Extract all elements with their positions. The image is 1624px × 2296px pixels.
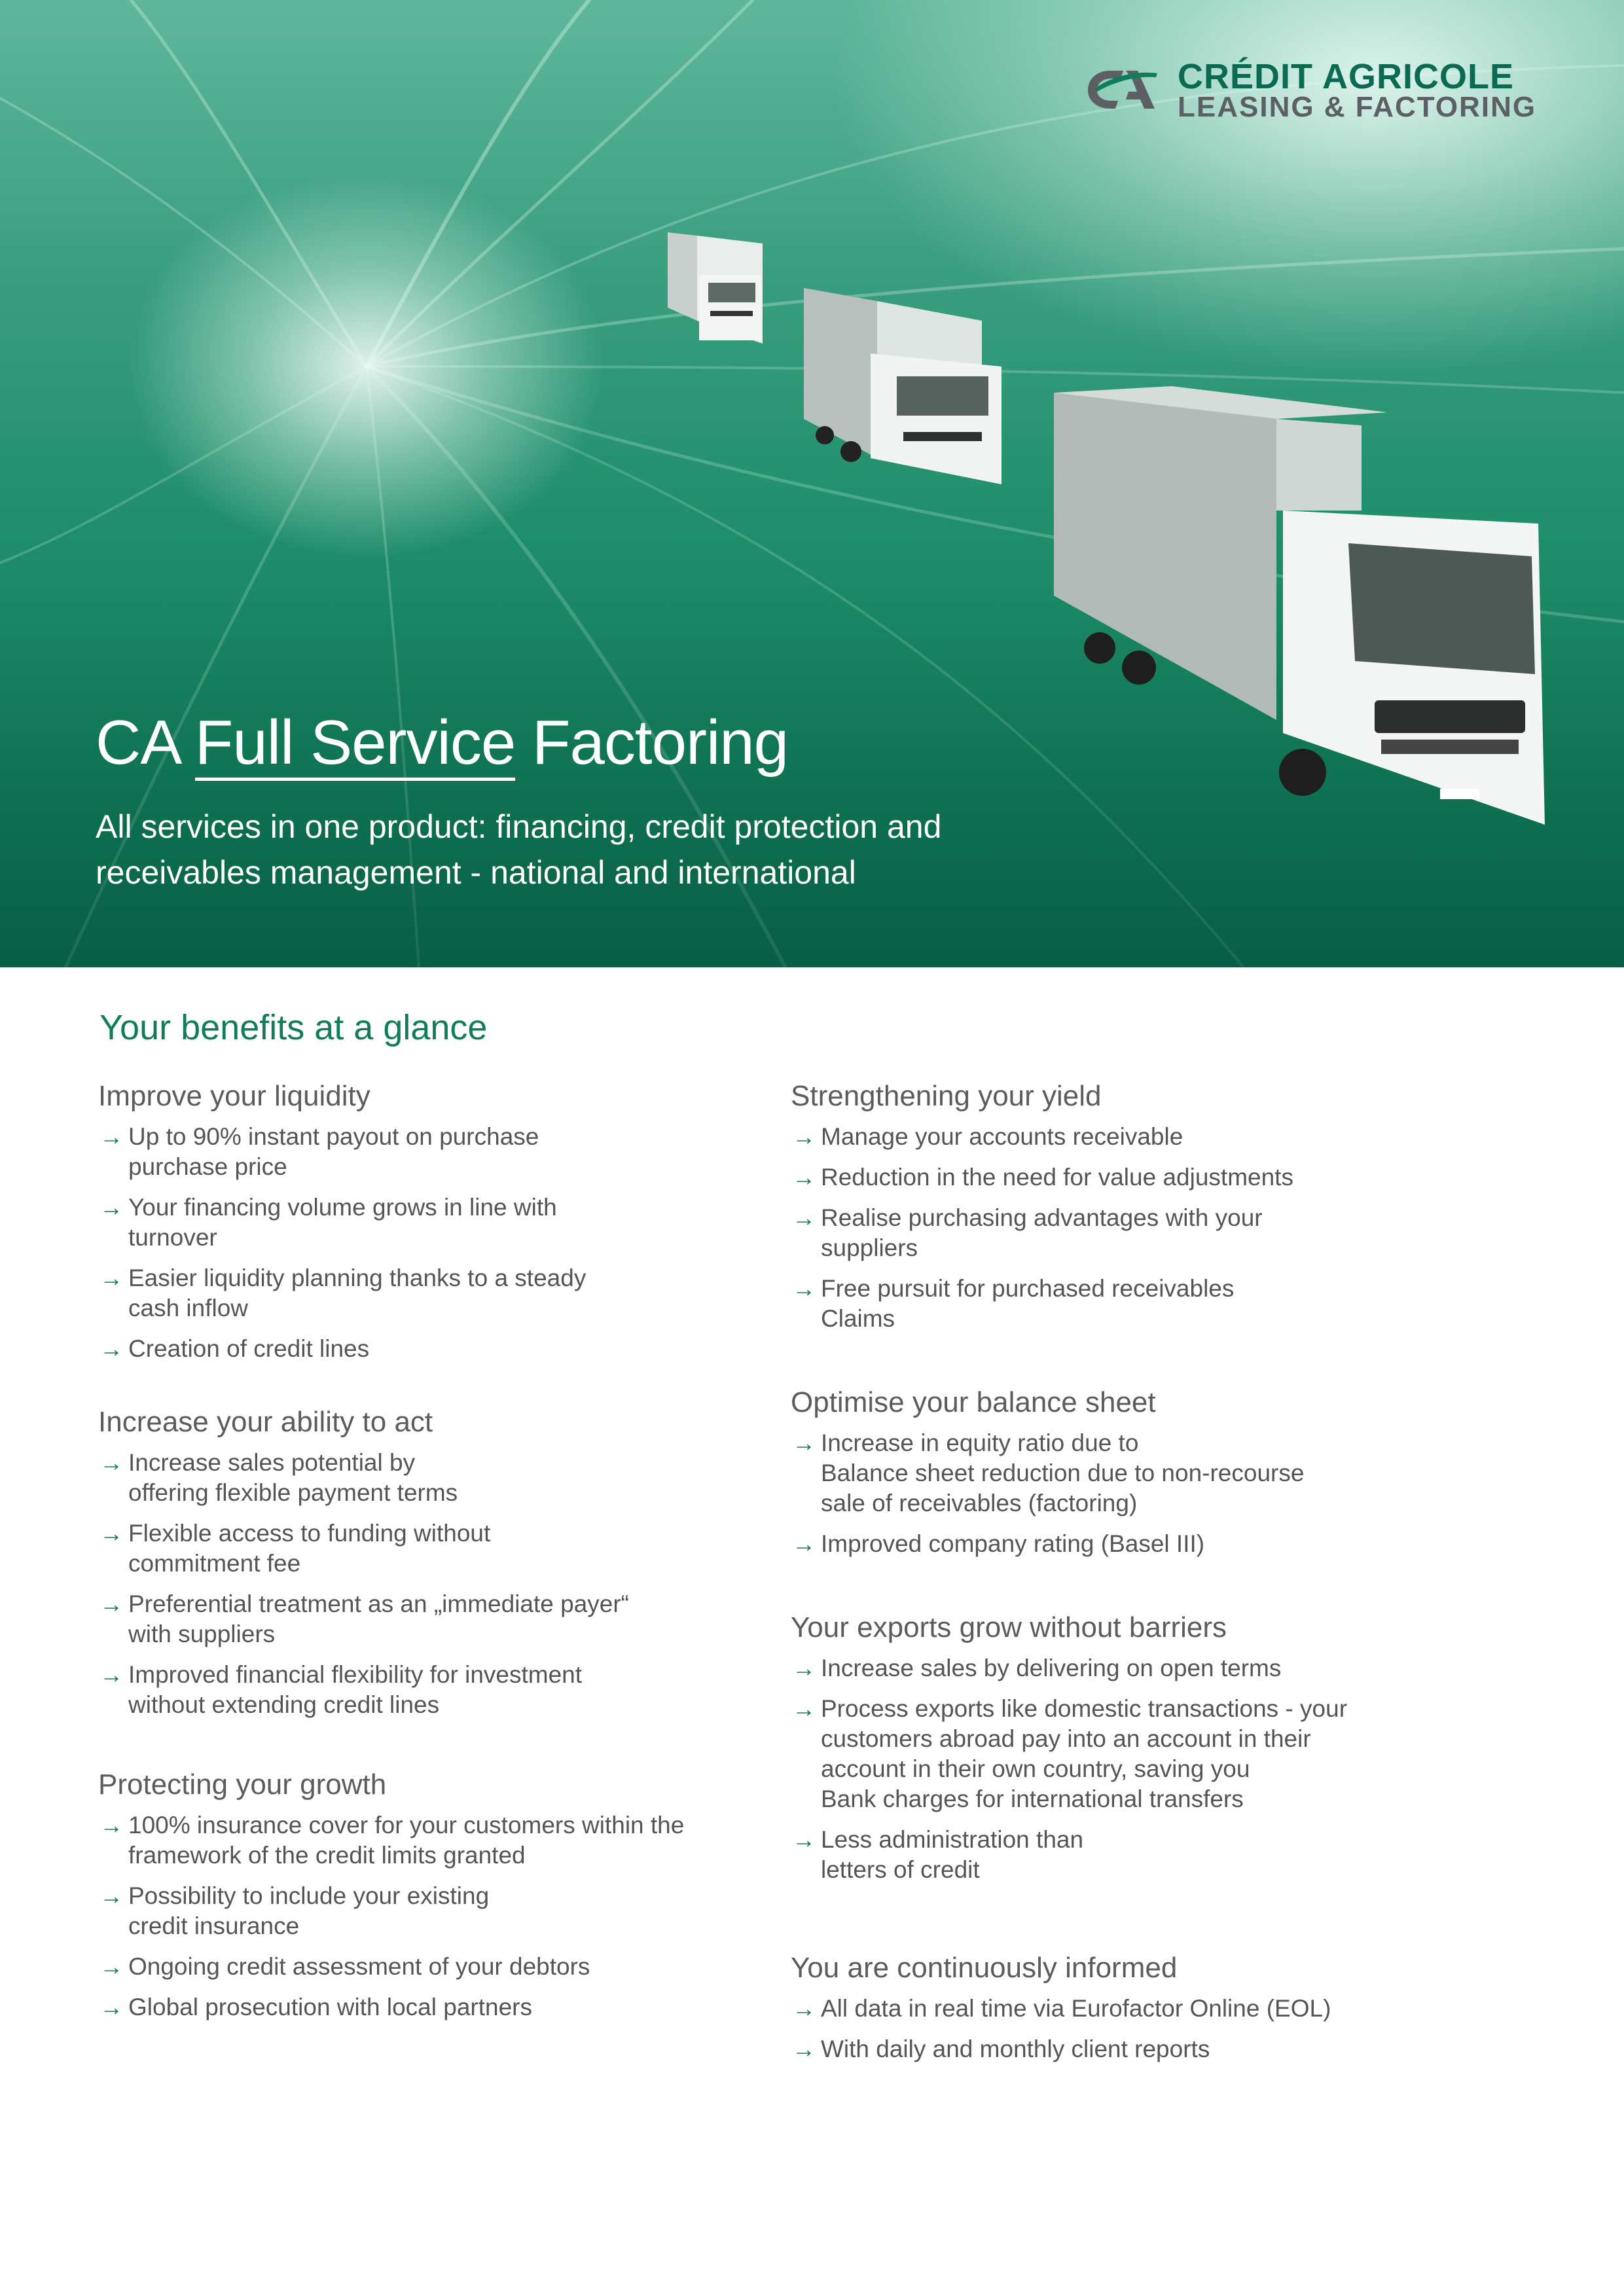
truck-far (668, 232, 763, 344)
benefit-item-line: Creation of credit lines (128, 1335, 370, 1362)
arrow-right-icon: → (99, 1449, 123, 1476)
benefit-item-line: framework of the credit limits granted (128, 1842, 526, 1869)
arrow-right-icon: → (792, 1826, 816, 1853)
benefit-list (98, 1448, 753, 1720)
benefit-item-line: Up to 90% instant payout on purchase (128, 1123, 539, 1150)
benefit-group-title: Strengthening your yield (791, 1080, 1102, 1112)
benefit-item-line: commitment fee (128, 1550, 301, 1577)
benefit-item-line: Preferential treatment as an „immediate payer“ (128, 1590, 630, 1617)
benefit-item-line: with suppliers (128, 1621, 276, 1647)
benefit-item-line: Increase sales potential by (128, 1449, 416, 1476)
benefit-group (98, 1399, 753, 1720)
benefit-group (791, 1380, 1511, 1559)
arrow-right-icon: → (792, 1164, 816, 1191)
benefit-item (791, 1653, 1511, 1683)
benefit-group (98, 1762, 753, 2022)
brand-name: CRÉDIT AGRICOLE (1178, 57, 1514, 96)
arrow-right-icon: → (792, 1655, 816, 1681)
arrow-right-icon: → (792, 1429, 816, 1456)
benefit-item-line: credit insurance (128, 1912, 300, 1939)
benefit-item (791, 1994, 1511, 2024)
benefit-list (791, 1994, 1511, 2064)
ca-logo-icon (1083, 62, 1160, 114)
benefit-group-title: Optimise your balance sheet (791, 1386, 1156, 1418)
benefit-item (98, 1952, 753, 1982)
benefit-item-line: Global prosecution with local partners (128, 1994, 532, 2020)
benefit-item-line: Balance sheet reduction due to non-recourse (821, 1460, 1305, 1486)
arrow-right-icon: → (792, 1123, 816, 1150)
benefit-item (98, 1263, 753, 1323)
subtitle-line: receivables management - national and international (96, 854, 856, 891)
benefit-item-line: Improved financial flexibility for investment (128, 1661, 583, 1688)
benefit-item-line: offering flexible payment terms (128, 1479, 458, 1506)
arrow-right-icon: → (99, 1812, 123, 1839)
benefit-item (98, 1660, 753, 1720)
truck-middle (804, 288, 1001, 484)
benefit-item-line: customers abroad pay into an account in their (821, 1725, 1311, 1752)
benefit-item-line: suppliers (821, 1234, 918, 1261)
benefit-list (791, 1122, 1511, 1334)
benefit-item (791, 1529, 1511, 1559)
benefits-heading: Your benefits at a glance (99, 1008, 488, 1047)
benefit-item (98, 1193, 753, 1253)
benefit-item-line: turnover (128, 1224, 217, 1251)
benefit-item-line: cash inflow (128, 1295, 249, 1321)
benefit-group-title: Improve your liquidity (98, 1080, 370, 1112)
arrow-right-icon: → (99, 1661, 123, 1688)
benefit-group (791, 1945, 1511, 2064)
benefit-item-line: Claims (821, 1305, 895, 1332)
benefit-item-line: With daily and monthly client reports (821, 2036, 1210, 2062)
benefit-item (791, 1274, 1511, 1334)
benefit-item-line: Free pursuit for purchased receivables (821, 1275, 1235, 1302)
benefit-item-line: Improved company rating (Basel III) (821, 1530, 1205, 1557)
benefit-item-line: purchase price (128, 1153, 287, 1180)
benefit-item-line: Your financing volume grows in line with (128, 1194, 557, 1221)
page-title (96, 707, 788, 779)
benefit-list (98, 1122, 753, 1364)
benefit-item (791, 1122, 1511, 1152)
arrow-right-icon: → (99, 1882, 123, 1909)
benefit-item (791, 1203, 1511, 1263)
benefit-group (98, 1073, 753, 1364)
benefit-item (98, 1334, 753, 1364)
benefit-group (791, 1605, 1511, 1885)
benefit-item-line: without extending credit lines (128, 1691, 440, 1718)
title-prefix: CA (96, 708, 195, 778)
benefit-item-line: Manage your accounts receivable (821, 1123, 1183, 1150)
brand-logo (1083, 59, 1554, 124)
subtitle-line: All services in one product: financing, credit protection and (96, 808, 942, 845)
truck-near (1054, 386, 1545, 825)
benefit-item-line: account in their own country, saving you (821, 1755, 1250, 1782)
benefit-item (98, 1992, 753, 2022)
title-underlined: Full Service (195, 708, 515, 781)
benefit-list (791, 1428, 1511, 1559)
benefit-item (98, 1518, 753, 1579)
benefit-group-title: Protecting your growth (98, 1768, 387, 1801)
benefit-item (791, 1825, 1511, 1885)
brand-tagline: LEASING & FACTORING (1178, 91, 1537, 123)
arrow-right-icon: → (99, 1590, 123, 1617)
benefit-item (98, 1810, 753, 1871)
benefit-item-line: Ongoing credit assessment of your debtors (128, 1953, 590, 1980)
benefit-item-line: Possibility to include your existing (128, 1882, 490, 1909)
arrow-right-icon: → (792, 1995, 816, 2022)
arrow-right-icon: → (99, 1953, 123, 1980)
benefit-item-line: All data in real time via Eurofactor Online (EOL) (821, 1995, 1331, 2022)
benefit-item (98, 1589, 753, 1649)
benefit-item-line: Realise purchasing advantages with your (821, 1204, 1263, 1231)
title-suffix: Factoring (515, 708, 789, 778)
benefit-item (98, 1448, 753, 1508)
benefit-item-line: Reduction in the need for value adjustments (821, 1164, 1293, 1191)
benefit-list (98, 1810, 753, 2022)
benefit-item (98, 1122, 753, 1182)
arrow-right-icon: → (792, 1695, 816, 1722)
benefit-item-line: Flexible access to funding without (128, 1520, 491, 1547)
benefit-item-line: Less administration than (821, 1826, 1084, 1853)
benefit-item-line: Increase sales by delivering on open terms (821, 1655, 1282, 1681)
benefit-item (791, 1694, 1511, 1814)
arrow-right-icon: → (99, 1994, 123, 2020)
benefit-item (98, 1881, 753, 1941)
arrow-right-icon: → (99, 1520, 123, 1547)
benefit-item-line: letters of credit (821, 1856, 980, 1883)
arrow-right-icon: → (792, 1275, 816, 1302)
benefit-item-line: Increase in equity ratio due to (821, 1429, 1139, 1456)
arrow-right-icon: → (792, 2036, 816, 2062)
page-subtitle (96, 804, 1012, 895)
benefit-item (791, 1428, 1511, 1518)
benefit-group-title: You are continuously informed (791, 1952, 1178, 1984)
arrow-right-icon: → (792, 1530, 816, 1557)
benefit-item-line: 100% insurance cover for your customers within the (128, 1812, 685, 1839)
benefit-item-line: Bank charges for international transfers (821, 1785, 1244, 1812)
hero-banner (0, 0, 1624, 967)
benefit-group-title: Increase your ability to act (98, 1406, 433, 1438)
arrow-right-icon: → (99, 1123, 123, 1150)
benefit-item-line: sale of receivables (factoring) (821, 1490, 1138, 1516)
arrow-right-icon: → (99, 1335, 123, 1362)
arrow-right-icon: → (99, 1194, 123, 1221)
benefit-item (791, 1162, 1511, 1193)
benefit-item-line: Process exports like domestic transactions - your (821, 1695, 1348, 1722)
arrow-right-icon: → (792, 1204, 816, 1231)
benefit-list (791, 1653, 1511, 1885)
benefit-item (791, 2034, 1511, 2064)
benefit-group-title: Your exports grow without barriers (791, 1611, 1227, 1643)
arrow-right-icon: → (99, 1265, 123, 1291)
benefit-item-line: Easier liquidity planning thanks to a steady (128, 1265, 586, 1291)
benefit-group (791, 1073, 1511, 1334)
